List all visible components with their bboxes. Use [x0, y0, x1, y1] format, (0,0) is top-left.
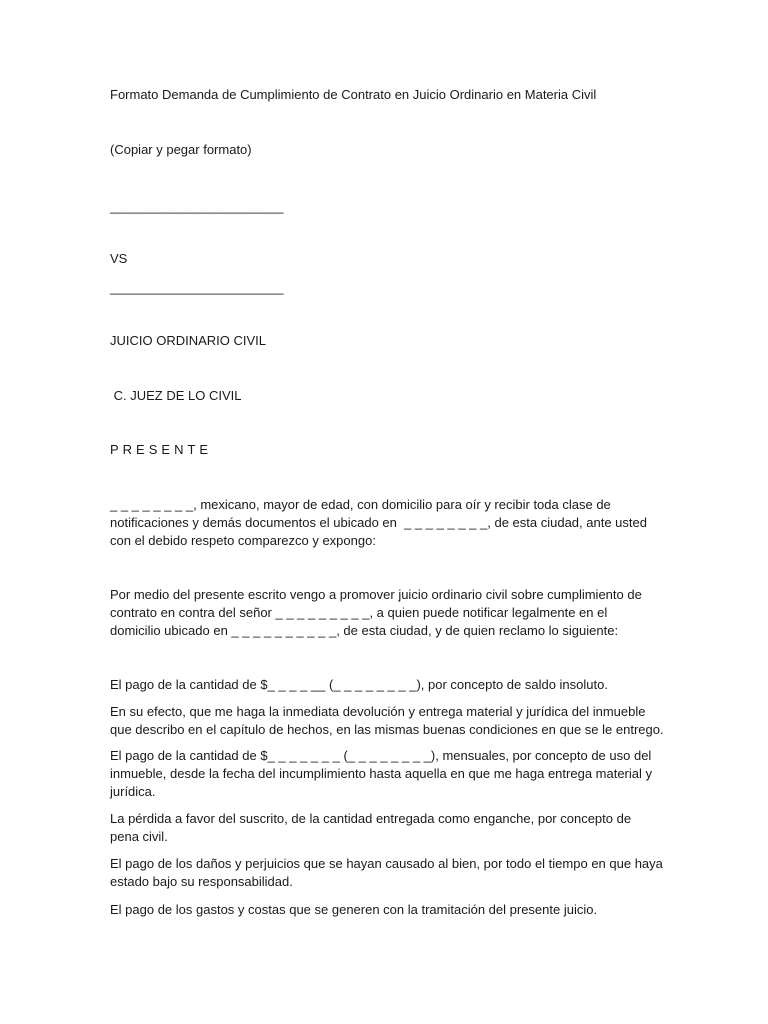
document-title: Formato Demanda de Cumplimiento de Contrato en Juicio Ordinario en Materia Civil [110, 87, 597, 102]
intro-line: con el debido respeto comparezco y expongo: [110, 533, 376, 548]
intro-line: _ _ _ _ _ _ _ _, mexicano, mayor de edad, con domicilio para oír y recibir toda clase de [110, 497, 611, 512]
plaintiff-blank-line: ________________________ [110, 199, 284, 214]
claim-line: El pago de los daños y perjuicios que se hayan causado al bien, por todo el tiempo en que haya [110, 856, 663, 871]
claim-monthly-use [110, 747, 662, 801]
intro-paragraph [110, 496, 662, 550]
judge-addressee: C. JUEZ DE LO CIVIL [110, 388, 242, 403]
versus-label: VS [110, 251, 128, 266]
claim-down-payment [110, 810, 662, 846]
copy-instruction: (Copiar y pegar formato) [110, 142, 252, 157]
promotion-paragraph [110, 586, 662, 640]
case-type-heading: JUICIO ORDINARIO CIVIL [110, 333, 267, 348]
promotion-line: contrato en contra del señor _ _ _ _ _ _ _ _ _, a quien puede notificar legalmente en el [110, 605, 608, 620]
presente-heading: PRESENTE [110, 442, 213, 457]
claim-line: El pago de los gastos y costas que se generen con la tramitación del presente juicio. [110, 902, 598, 917]
claim-line: que describo en el capítulo de hechos, en las mismas buenas condiciones en que se le entrego. [110, 722, 664, 737]
defendant-blank-line: ________________________ [110, 280, 284, 295]
claim-line: En su efecto, que me haga la inmediata devolución y entrega material y jurídica del inmueble [110, 704, 646, 719]
claim-damages [110, 855, 662, 891]
claim-line: inmueble, desde la fecha del incumplimiento hasta aquella en que me haga entrega material y [110, 766, 653, 781]
claim-line: El pago de la cantidad de $_ _ _ _ __ (_ _ _ _ _ _ _ _), por concepto de saldo insoluto. [110, 677, 608, 692]
claim-line: jurídica. [110, 784, 156, 799]
claim-line: El pago de la cantidad de $_ _ _ _ _ _ _ (_ _ _ _ _ _ _ _), mensuales, por concepto de uso del [110, 748, 652, 763]
claim-balance [110, 676, 662, 694]
claim-line: pena civil. [110, 829, 168, 844]
intro-line: notificaciones y demás documentos el ubicado en _ _ _ _ _ _ _ _, de esta ciudad, ante usted [110, 515, 647, 530]
promotion-line: Por medio del presente escrito vengo a promover juicio ordinario civil sobre cumplimiento de [110, 587, 642, 602]
promotion-line: domicilio ubicado en _ _ _ _ _ _ _ _ _ _, de esta ciudad, y de quien reclamo lo siguiente: [110, 623, 619, 638]
claim-line: estado bajo su responsabilidad. [110, 874, 293, 889]
claim-line: La pérdida a favor del suscrito, de la cantidad entregada como enganche, por concepto de [110, 811, 632, 826]
claim-costs [110, 901, 662, 919]
claim-property-return [110, 703, 662, 739]
